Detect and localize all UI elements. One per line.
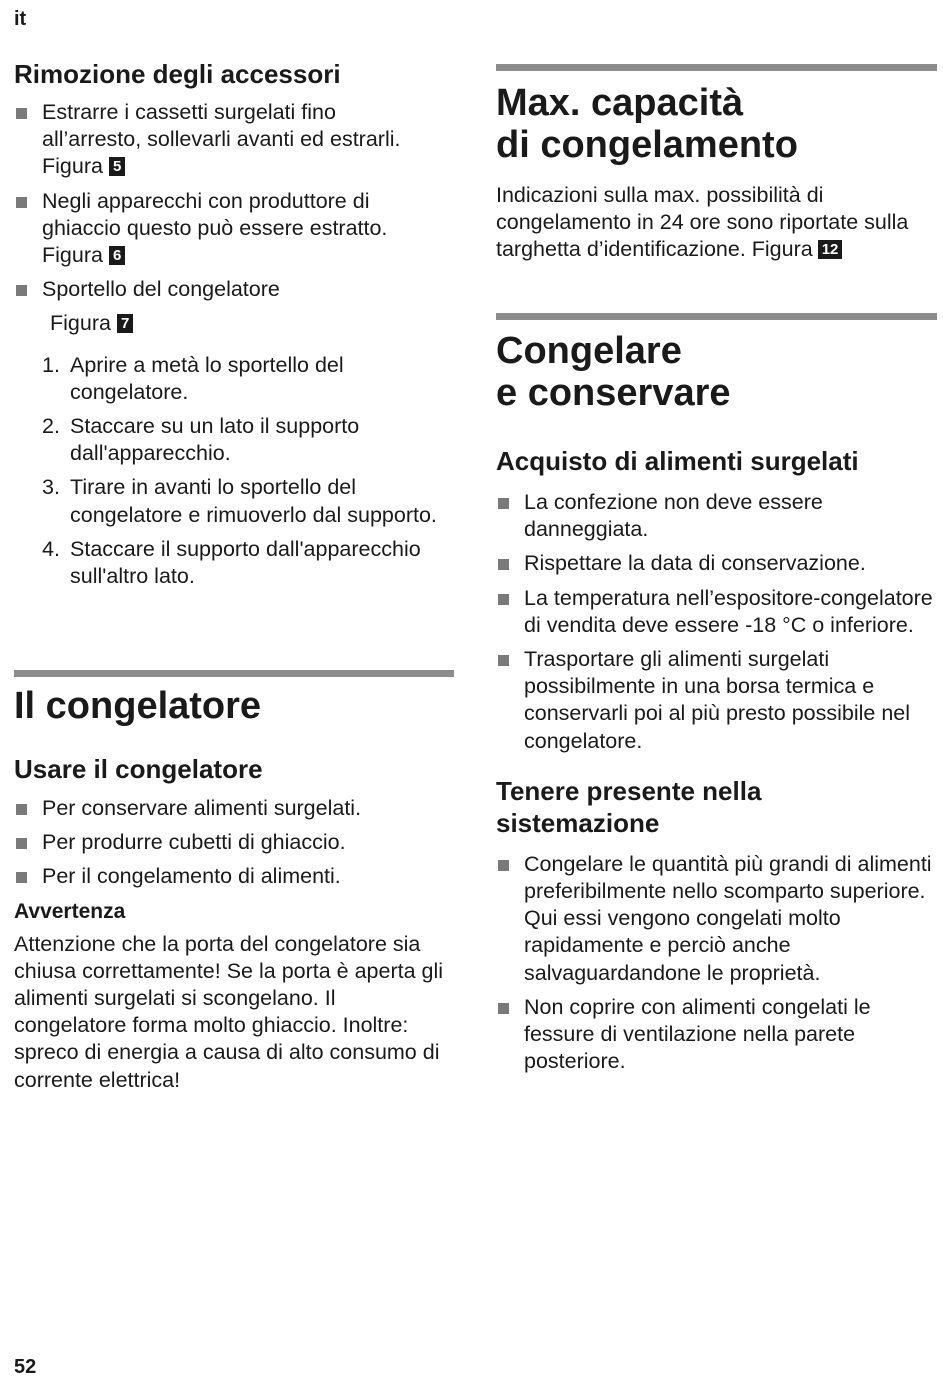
step-item: 1. Aprire a metà lo sportello del congelatore. [42, 352, 344, 404]
step-item: 3. Tirare in avanti lo sportello del congelatore e rimuoverlo dal supporto. [42, 475, 437, 527]
section-congelatore [14, 685, 454, 1094]
list-item: La confezione non deve essere danneggiata. [496, 489, 937, 543]
bullet-square-icon [498, 498, 509, 509]
bullet-square-icon [498, 655, 509, 666]
acquisto-bullet-list [496, 489, 937, 755]
bullet-square-icon [16, 838, 27, 849]
rimozione-step-list [14, 352, 454, 591]
avvertenza-text: Attenzione che la porta del congelatore sia chiusa correttamente! Se la porta è aperta gli alimenti surgelati si scongelano. Il congelatore forma molto ghiaccio. Inoltre: spreco di energia a causa di alto consumo di corrente elettrica! [14, 931, 444, 1092]
sistemazione-bullet-list [496, 851, 937, 1076]
usare-bullet-list [14, 795, 454, 891]
avvertenza-title: Avvertenza [14, 899, 126, 923]
rimozione-bullet-list [14, 99, 454, 303]
list-item: Sportello del congelatore [14, 276, 454, 303]
list-item: Negli apparecchi con produttore di ghiaccio questo può essere estratto. Figura 6 [14, 188, 454, 270]
bullet-square-icon [16, 108, 27, 119]
capacita-text: Indicazioni sulla max. possibilità di congelamento in 24 ore sono riportate sulla targhetta d’identificazione. Figura 12 [496, 183, 909, 262]
bullet-square-icon [498, 559, 509, 570]
section-title-capacita: Max. capacità di congelamento [496, 82, 798, 166]
bullet-square-icon [16, 872, 27, 883]
bullet-square-icon [498, 860, 509, 871]
bullet-square-icon [16, 804, 27, 815]
section-title-congelatore: Il congelatore [14, 685, 262, 727]
section-congelare [496, 330, 937, 1082]
bullet-square-icon [498, 594, 509, 605]
subsection-title-sistemazione: Tenere presente nella sistemazione [496, 775, 762, 838]
figure-reference: 5 [109, 157, 125, 176]
section-divider [496, 64, 937, 71]
figure-reference: 6 [109, 246, 125, 265]
list-item: Congelare le quantità più grandi di alimenti preferibilmente nello scomparto superiore. Qui essi vengono congelati molto rapidamente e perciò anche salvaguardandone le proprietà. [496, 851, 937, 987]
subsection-title-usare: Usare il congelatore [14, 754, 263, 784]
figure-reference: 7 [117, 314, 133, 333]
section-title-congelare: Congelare e conservare [496, 330, 731, 414]
section-capacita [496, 82, 937, 264]
bullet-square-icon [16, 285, 27, 296]
section-divider [14, 670, 454, 677]
section-title-rimozione: Rimozione degli accessori [14, 59, 341, 89]
list-item: Per conservare alimenti surgelati. [14, 795, 454, 822]
section-rimozione [14, 58, 454, 597]
list-item: La temperatura nell’espositore-congelatore di vendita deve essere -18 °C o inferiore. [496, 585, 937, 639]
list-item: Trasportare gli alimenti surgelati possibilmente in una borsa termica e conservarli poi al più presto possibile nel congelatore. [496, 646, 937, 755]
list-item: Per il congelamento di alimenti. [14, 863, 454, 890]
step-item: 4. Staccare il supporto dall'apparecchio sull'altro lato. [42, 536, 421, 589]
list-item: Per produrre cubetti di ghiaccio. [14, 829, 454, 856]
step-item: 2. Staccare su un lato il supporto dall'apparecchio. [42, 414, 360, 466]
language-tag: it [14, 8, 27, 30]
figure-line: Figura 7 [14, 310, 454, 337]
list-item: Non coprire con alimenti congelati le fessure di ventilazione nella parete posteriore. [496, 994, 937, 1076]
list-item: Estrarre i cassetti surgelati fino all’arresto, sollevarli avanti ed estrarli. Figura 5 [14, 99, 454, 181]
bullet-square-icon [16, 197, 27, 208]
bullet-square-icon [498, 1003, 509, 1014]
page-number: 52 [14, 1356, 37, 1378]
list-item: Rispettare la data di conservazione. [496, 550, 937, 577]
figure-reference: 12 [818, 240, 843, 259]
section-divider [496, 313, 937, 320]
subsection-title-acquisto: Acquisto di alimenti surgelati [496, 446, 859, 476]
